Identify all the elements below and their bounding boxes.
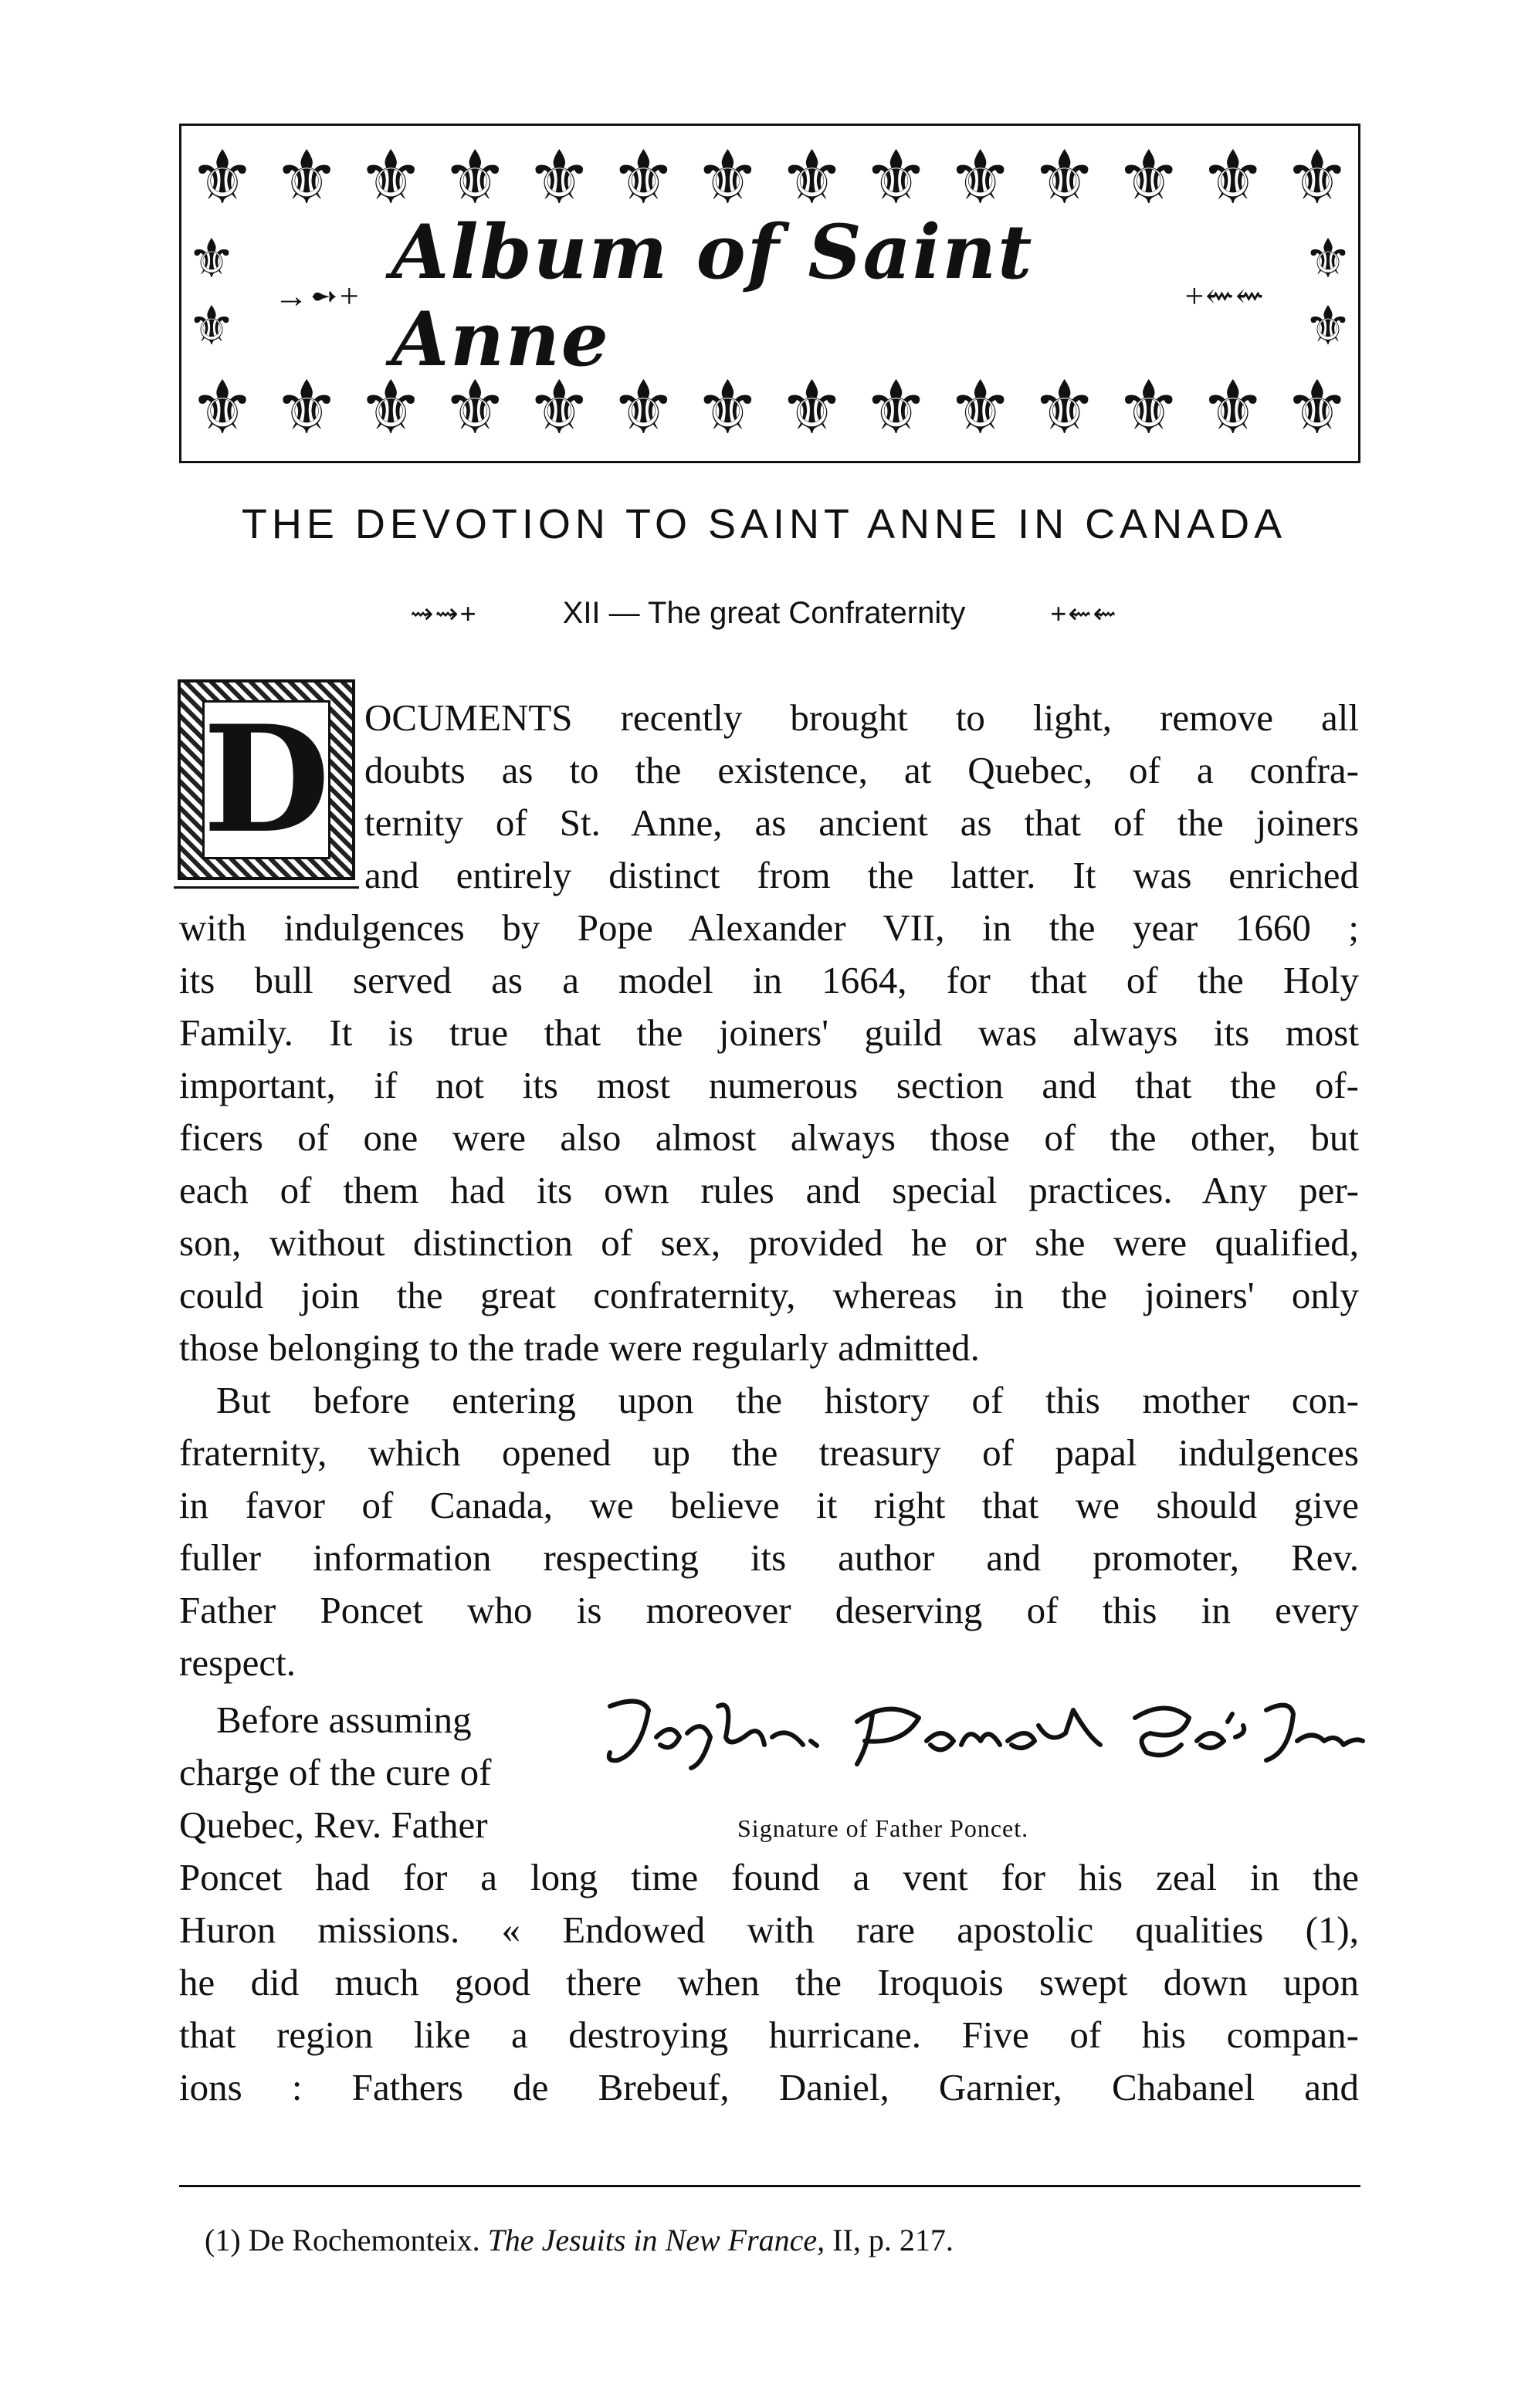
paragraph-3-line: Poncet had for a long time found a vent for his zeal in the bbox=[179, 1856, 1359, 1898]
paragraph-2-line: fuller information respecting its author and promoter, Rev. bbox=[179, 1536, 1359, 1579]
paragraph-1-line: with indulgences by Pope Alexander VII, in the year 1660 ; bbox=[179, 906, 1359, 949]
paragraph-1-line: Family. It is true that the joiners' guild was always its most bbox=[179, 1011, 1359, 1054]
paragraph-3-line: that region like a destroying hurricane. Five of his compan- bbox=[179, 2013, 1359, 2056]
paragraph-2-line: Father Poncet who is moreover deserving of this in every bbox=[179, 1589, 1359, 1631]
footnote-reference: II, p. 217. bbox=[832, 2223, 954, 2257]
title-ornament-right: +⇜⇜ bbox=[1184, 276, 1265, 315]
fleur-de-lis-border-left: ⚜ ⚜ bbox=[187, 229, 236, 357]
footnote bbox=[205, 2222, 954, 2258]
paragraph-2-line: respect. bbox=[179, 1641, 296, 1684]
paragraph-1-line: important, if not its most numerous section and that the of- bbox=[179, 1064, 1359, 1106]
footnote-rule bbox=[179, 2185, 1360, 2187]
footnote-author: De Rochemonteix. bbox=[248, 2223, 480, 2257]
paragraph-3-line: Quebec, Rev. Father bbox=[179, 1803, 488, 1846]
footnote-marker: (1) bbox=[205, 2223, 241, 2257]
fleur-de-lis-border-bottom: ⚜ ⚜ ⚜ ⚜ ⚜ ⚜ ⚜ ⚜ ⚜ ⚜ ⚜ ⚜ ⚜ ⚜ bbox=[189, 367, 1350, 449]
fleur-de-lis-border-right: ⚜ ⚜ bbox=[1303, 229, 1353, 357]
paragraph-3-line: Before assuming bbox=[216, 1698, 472, 1741]
paragraph-3-line: charge of the cure of bbox=[179, 1751, 492, 1793]
paragraph-1-line: doubts as to the existence, at Quebec, of a confra- bbox=[364, 749, 1359, 791]
title-ornament-left: →➻+ bbox=[274, 276, 361, 315]
paragraph-1-line: son, without distinction of sex, provided he or she were qualified, bbox=[179, 1221, 1359, 1264]
paragraph-3-line: he did much good there when the Iroquois swept down upon bbox=[179, 1961, 1359, 2003]
paragraph-1-line: ficers of one were also almost always those of the other, but bbox=[179, 1116, 1359, 1159]
paragraph-1-line: its bull served as a model in 1664, for that of the Holy bbox=[179, 959, 1359, 1001]
paragraph-2-line: But before entering upon the history of this mother con- bbox=[216, 1379, 1359, 1421]
paragraph-3-line: ions : Fathers de Brebeuf, Daniel, Garnier, Chabanel and bbox=[179, 2066, 1359, 2108]
paragraph-3-line: Huron missions. « Endowed with rare apostolic qualities (1), bbox=[179, 1908, 1359, 1951]
paragraph-1-line: ternity of St. Anne, as ancient as that of the joiners bbox=[364, 801, 1359, 844]
paragraph-2-line: fraternity, which opened up the treasury of papal indulgences bbox=[179, 1431, 1359, 1474]
fleur-de-lis-border-top: ⚜ ⚜ ⚜ ⚜ ⚜ ⚜ ⚜ ⚜ ⚜ ⚜ ⚜ ⚜ ⚜ ⚜ bbox=[189, 137, 1350, 219]
paragraph-1-line: those belonging to the trade were regularly admitted. bbox=[179, 1326, 980, 1369]
paragraph-2-line: in favor of Canada, we believe it right that we should give bbox=[179, 1484, 1359, 1526]
subheading-ornament-right: +⇜⇜ bbox=[1050, 597, 1118, 629]
handwritten-signature bbox=[595, 1691, 1367, 1776]
subheading-ornament-left: ⇝⇝+ bbox=[410, 597, 478, 629]
header-title-row bbox=[274, 208, 1265, 383]
paragraph-1-line: could join the great confraternity, whereas in the joiners' only bbox=[179, 1274, 1359, 1316]
signature-caption: Signature of Father Poncet. bbox=[737, 1814, 1029, 1842]
album-title: Album of Saint Anne bbox=[391, 208, 1034, 383]
ornamental-drop-cap bbox=[178, 679, 355, 880]
drop-cap-rule bbox=[174, 886, 359, 889]
section-subheading bbox=[0, 596, 1528, 631]
album-header-frame bbox=[179, 124, 1360, 463]
paragraph-1-line: OCUMENTS recently brought to light, remove all bbox=[364, 696, 1359, 739]
drop-cap-letter: D bbox=[202, 693, 330, 865]
paragraph-1-line: each of them had its own rules and special practices. Any per- bbox=[179, 1169, 1359, 1211]
footnote-work-title: The Jesuits in New France, bbox=[487, 2223, 825, 2257]
subheading-text: XII — The great Confraternity bbox=[562, 596, 966, 630]
paragraph-1-line: and entirely distinct from the latter. It was enriched bbox=[364, 854, 1359, 896]
article-heading: THE DEVOTION TO SAINT ANNE IN CANADA bbox=[241, 501, 1287, 547]
